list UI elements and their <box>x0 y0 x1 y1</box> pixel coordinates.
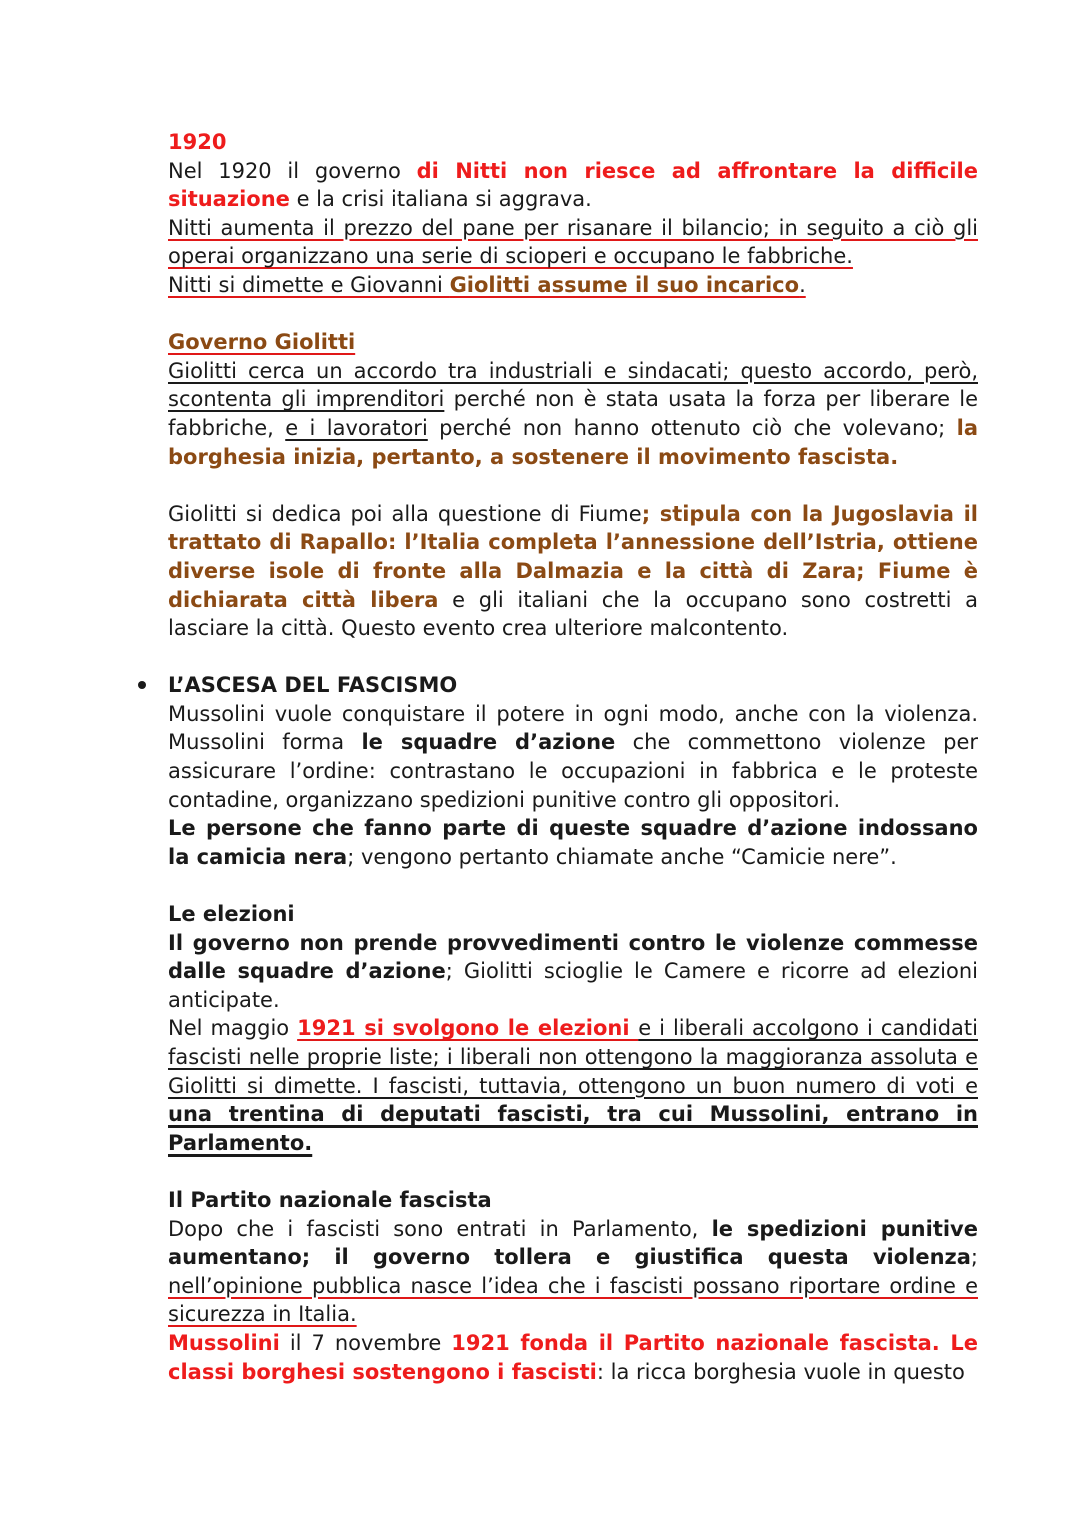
underlined-liberali: e i liberali accolgono i candidati fascisti nelle proprie liste; i liberali non ottengono la maggioranza assoluta e Giolitti si dimette. I fascisti, tuttavia, ottengono un buon numero di voti e <box>168 1016 978 1098</box>
highlight-mussolini: Mussolini <box>168 1330 280 1355</box>
highlight-nitti: di Nitti non riesce ad affrontare la difficile situazione <box>168 158 978 212</box>
text-span: Dopo che i fascisti sono entrati in Parlamento, <box>168 1216 712 1241</box>
paragraph-camicie-nere <box>168 814 978 871</box>
text-span: : la ricca borghesia vuole in questo <box>596 1359 965 1384</box>
paragraph-giolitti-accordo <box>168 357 978 471</box>
bold-camicia-nera: Le persone che fanno parte di queste squadre d’azione indossano la camicia nera <box>168 816 978 869</box>
bold-squadre: le squadre d’azione <box>361 730 616 755</box>
text-span: Nel maggio <box>168 1016 298 1041</box>
underlined-strikes: Nitti aumenta il prezzo del pane per risanare il bilancio; in seguito a ciò gli operai organizzano una serie di scioperi e occupano le fabbriche. <box>168 215 978 269</box>
heading-partito: Il Partito nazionale fascista <box>168 1187 492 1212</box>
heading-1920: 1920 <box>168 130 227 154</box>
heading-ascesa: L’ASCESA DEL FASCISMO <box>168 673 458 698</box>
text-span: Nel 1920 il governo <box>168 158 417 183</box>
underlined-lavoratori: e i lavoratori <box>285 415 428 440</box>
text-span: Mussolini vuole conquistare il potere in ogni modo, anche con la violenza. Mussolini forma <box>168 701 978 755</box>
heading-text: Governo Giolitti <box>168 330 356 355</box>
text-span: perché non hanno ottenuto ciò che volevano; <box>427 415 957 440</box>
text-span: e gli italiani che la occupano sono costretti a lasciare la città. Questo evento crea ulteriore malcontento. <box>168 587 978 641</box>
bullet-icon <box>138 681 146 689</box>
bold-deputati: una trentina di deputati fascisti, tra cui Mussolini, entrano in Parlamento. <box>168 1102 978 1155</box>
highlight-borghesia: la borghesia inizia, pertanto, a sostenere il movimento fascista. <box>168 415 978 469</box>
text-span: e la crisi italiana si aggrava. <box>289 187 592 212</box>
underlined-accordo: Giolitti cerca un accordo tra industriali e sindacati; questo accordo, però, scontenta gli imprenditori <box>168 358 978 412</box>
highlight-fondazione: 1921 fonda il Partito nazionale fascista. Le classi borghesi sostengono i fascisti <box>168 1330 978 1384</box>
heading-elezioni: Le elezioni <box>168 902 295 927</box>
text-span: ; vengono pertanto chiamate anche “Camicie nere”. <box>347 844 897 869</box>
text-span: che commettono violenze per assicurare l’ordine: contrastano le occupazioni in fabbrica e le proteste contadine, organizzano spedizioni punitive contro gli oppositori. <box>168 730 978 812</box>
bullet-item-ascesa <box>168 671 978 700</box>
underlined-opinione: nell’opinione pubblica nasce l’idea che i fascisti possano riportare ordine e sicurezza in Italia. <box>168 1273 978 1327</box>
paragraph-fiume <box>168 500 978 643</box>
text-span: Nitti si dimette e Giovanni <box>168 272 450 297</box>
document-page <box>168 128 978 1386</box>
paragraph-squadre <box>168 700 978 814</box>
text-span: ; Giolitti scioglie le Camere e ricorre ad elezioni anticipate. <box>168 959 978 1012</box>
text-span: . <box>799 272 806 297</box>
highlight-giolitti: Giolitti assume il suo incarico <box>449 272 800 297</box>
text-span <box>168 273 806 297</box>
heading-governo-giolitti <box>168 328 978 357</box>
paragraph-1920-strikes <box>168 214 978 300</box>
highlight-elezioni-1921: 1921 si svolgono le elezioni <box>297 1016 639 1041</box>
paragraph-1920-intro <box>168 157 978 214</box>
bold-spedizioni: le spedizioni punitive aumentano; il governo tollera e giustifica questa violenza <box>168 1216 978 1270</box>
bold-governo-violenze: Il governo non prende provvedimenti contro le violenze commesse dalle squadre d’azione <box>168 930 978 984</box>
paragraph-elezioni-1921 <box>168 1014 978 1157</box>
paragraph-governo-violenze <box>168 929 978 1015</box>
text-span: il 7 novembre <box>279 1330 452 1355</box>
text-span: Giolitti si dedica poi alla questione di Fiume <box>168 501 642 526</box>
text-span: perché non è stata usata la forza per liberare le fabbriche, <box>168 387 978 440</box>
paragraph-spedizioni <box>168 1215 978 1329</box>
highlight-rapallo: ; stipula con la Jugoslavia il trattato di Rapallo: l’Italia completa l’annessione dell’Istria, ottiene diverse isole di fronte alla Dalmazia e la città di Zara; Fiume è dichiarata città libera <box>168 501 978 612</box>
text-span: ; <box>970 1245 978 1270</box>
paragraph-fondazione <box>168 1329 978 1386</box>
